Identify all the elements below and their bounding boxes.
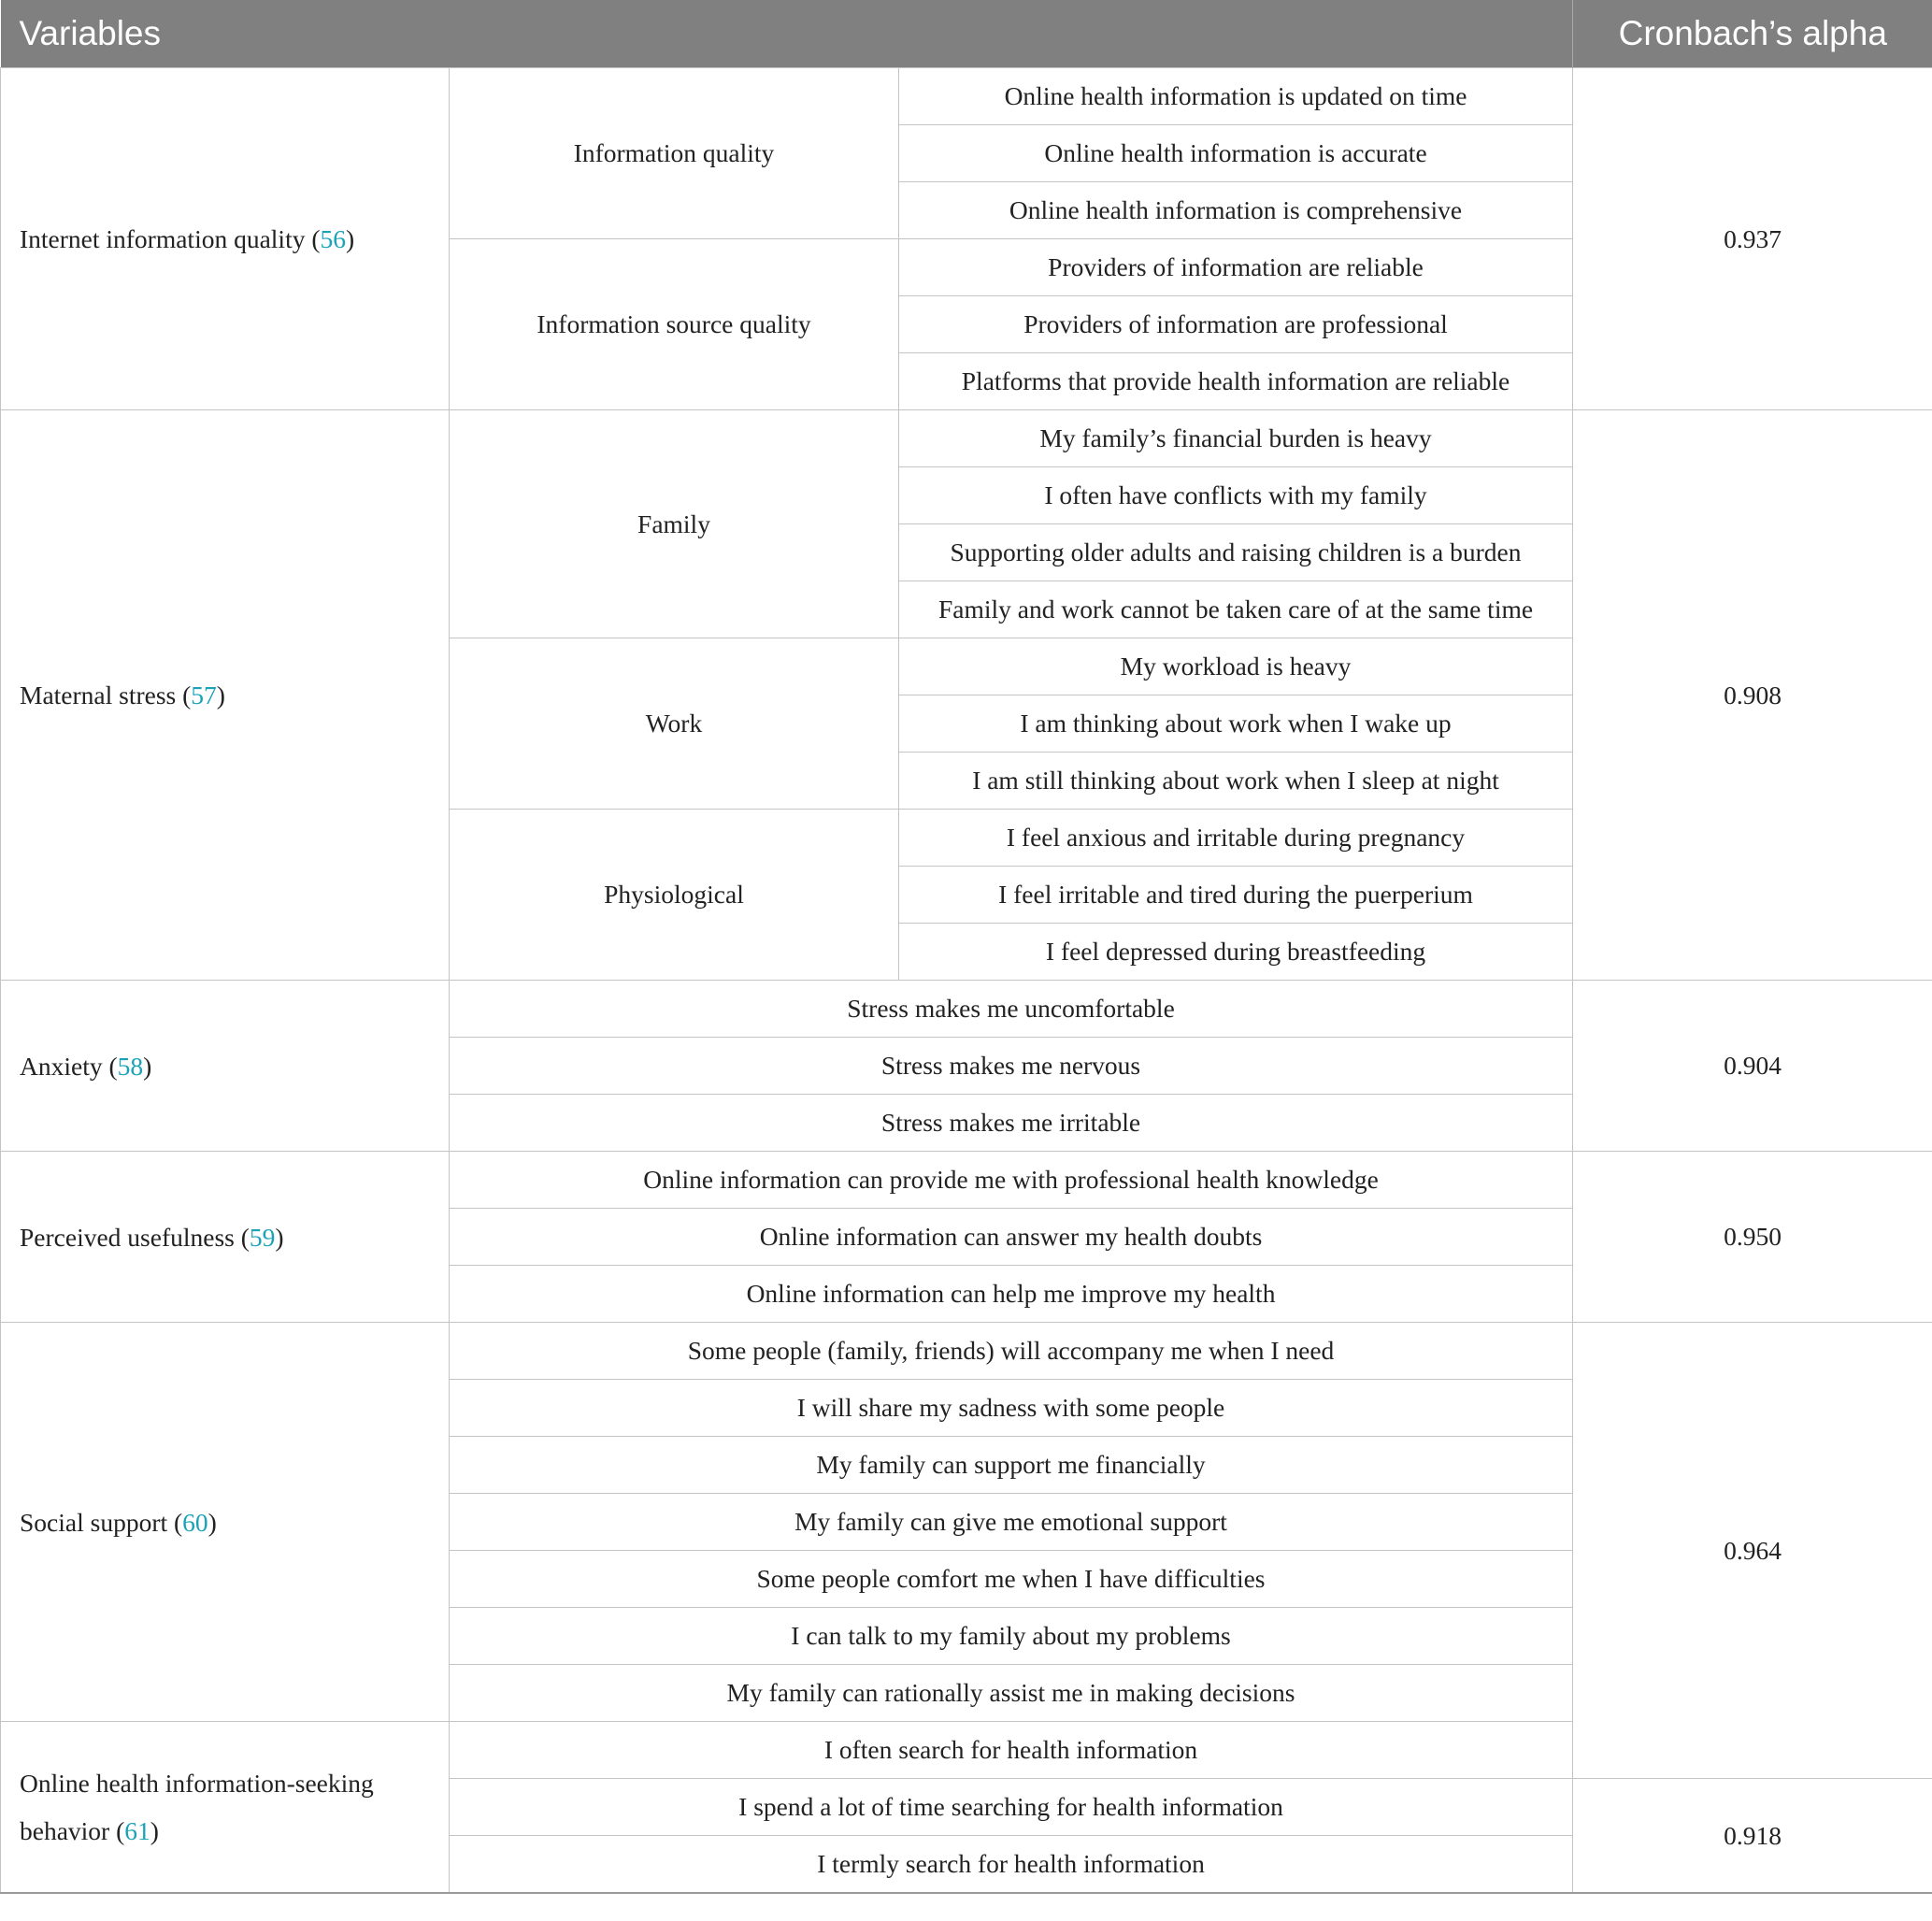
item: I am thinking about work when I wake up [899,695,1573,753]
variable-social-support: Social support (60) [1,1323,450,1722]
header-cronbach-alpha: Cronbach’s alpha [1573,0,1932,68]
variable-perceived-usefulness: Perceived usefulness (59) [1,1152,450,1323]
variable-internet-information-quality: Internet information quality (56) [1,68,450,410]
item: Providers of information are reliable [899,239,1573,296]
item: Online information can provide me with professional health knowledge [450,1152,1573,1209]
item: Stress makes me uncomfortable [450,981,1573,1038]
reference-link[interactable]: 61 [124,1816,150,1845]
item: Some people (family, friends) will accompany me when I need [450,1323,1573,1380]
item: Supporting older adults and raising children is a burden [899,524,1573,581]
item: My workload is heavy [899,638,1573,695]
item: Online health information is comprehensive [899,182,1573,239]
dimension-information-quality: Information quality [450,68,899,239]
reference-link[interactable]: 59 [249,1222,276,1252]
item: I often have conflicts with my family [899,467,1573,524]
alpha-perceived-usefulness: 0.950 [1573,1152,1932,1323]
item: My family can give me emotional support [450,1494,1573,1551]
reference-link[interactable]: 58 [117,1051,144,1081]
item: Stress makes me nervous [450,1038,1573,1095]
item: I termly search for health information [450,1836,1573,1894]
item: Online information can answer my health doubts [450,1209,1573,1266]
alpha-online-health-information-seeking-behavior: 0.918 [1573,1779,1932,1894]
item: I feel irritable and tired during the puerperium [899,867,1573,924]
dimension-physiological: Physiological [450,810,899,981]
item: My family can support me financially [450,1437,1573,1494]
item: I spend a lot of time searching for health information [450,1779,1573,1836]
item: Online information can help me improve my health [450,1266,1573,1323]
item: Platforms that provide health information are reliable [899,353,1573,410]
item: I can talk to my family about my problems [450,1608,1573,1665]
item: Some people comfort me when I have difficulties [450,1551,1573,1608]
alpha-social-support: 0.964 [1573,1323,1932,1779]
item: My family’s financial burden is heavy [899,410,1573,467]
item: I often search for health information [450,1722,1573,1779]
alpha-anxiety: 0.904 [1573,981,1932,1152]
item: I am still thinking about work when I sleep at night [899,753,1573,810]
item: Online health information is accurate [899,125,1573,182]
variable-online-health-information-seeking-behavior: Online health information-seeking behavior (61) [1,1722,450,1894]
reference-link[interactable]: 60 [182,1507,208,1537]
dimension-information-source-quality: Information source quality [450,239,899,410]
item: I feel depressed during breastfeeding [899,924,1573,981]
item: I will share my sadness with some people [450,1380,1573,1437]
variable-anxiety: Anxiety (58) [1,981,450,1152]
reference-link[interactable]: 56 [320,224,347,253]
table-header [1,0,1932,68]
reference-link[interactable]: 57 [191,681,217,710]
variable-maternal-stress: Maternal stress (57) [1,410,450,981]
item: Online health information is updated on time [899,68,1573,125]
item: I feel anxious and irritable during pregnancy [899,810,1573,867]
item: My family can rationally assist me in making decisions [450,1665,1573,1722]
alpha-internet-information-quality: 0.937 [1573,68,1932,410]
alpha-maternal-stress: 0.908 [1573,410,1932,981]
dimension-family: Family [450,410,899,638]
item: Family and work cannot be taken care of at the same time [899,581,1573,638]
dimension-work: Work [450,638,899,810]
header-variables: Variables [1,0,1573,68]
item: Providers of information are professional [899,296,1573,353]
item: Stress makes me irritable [450,1095,1573,1152]
